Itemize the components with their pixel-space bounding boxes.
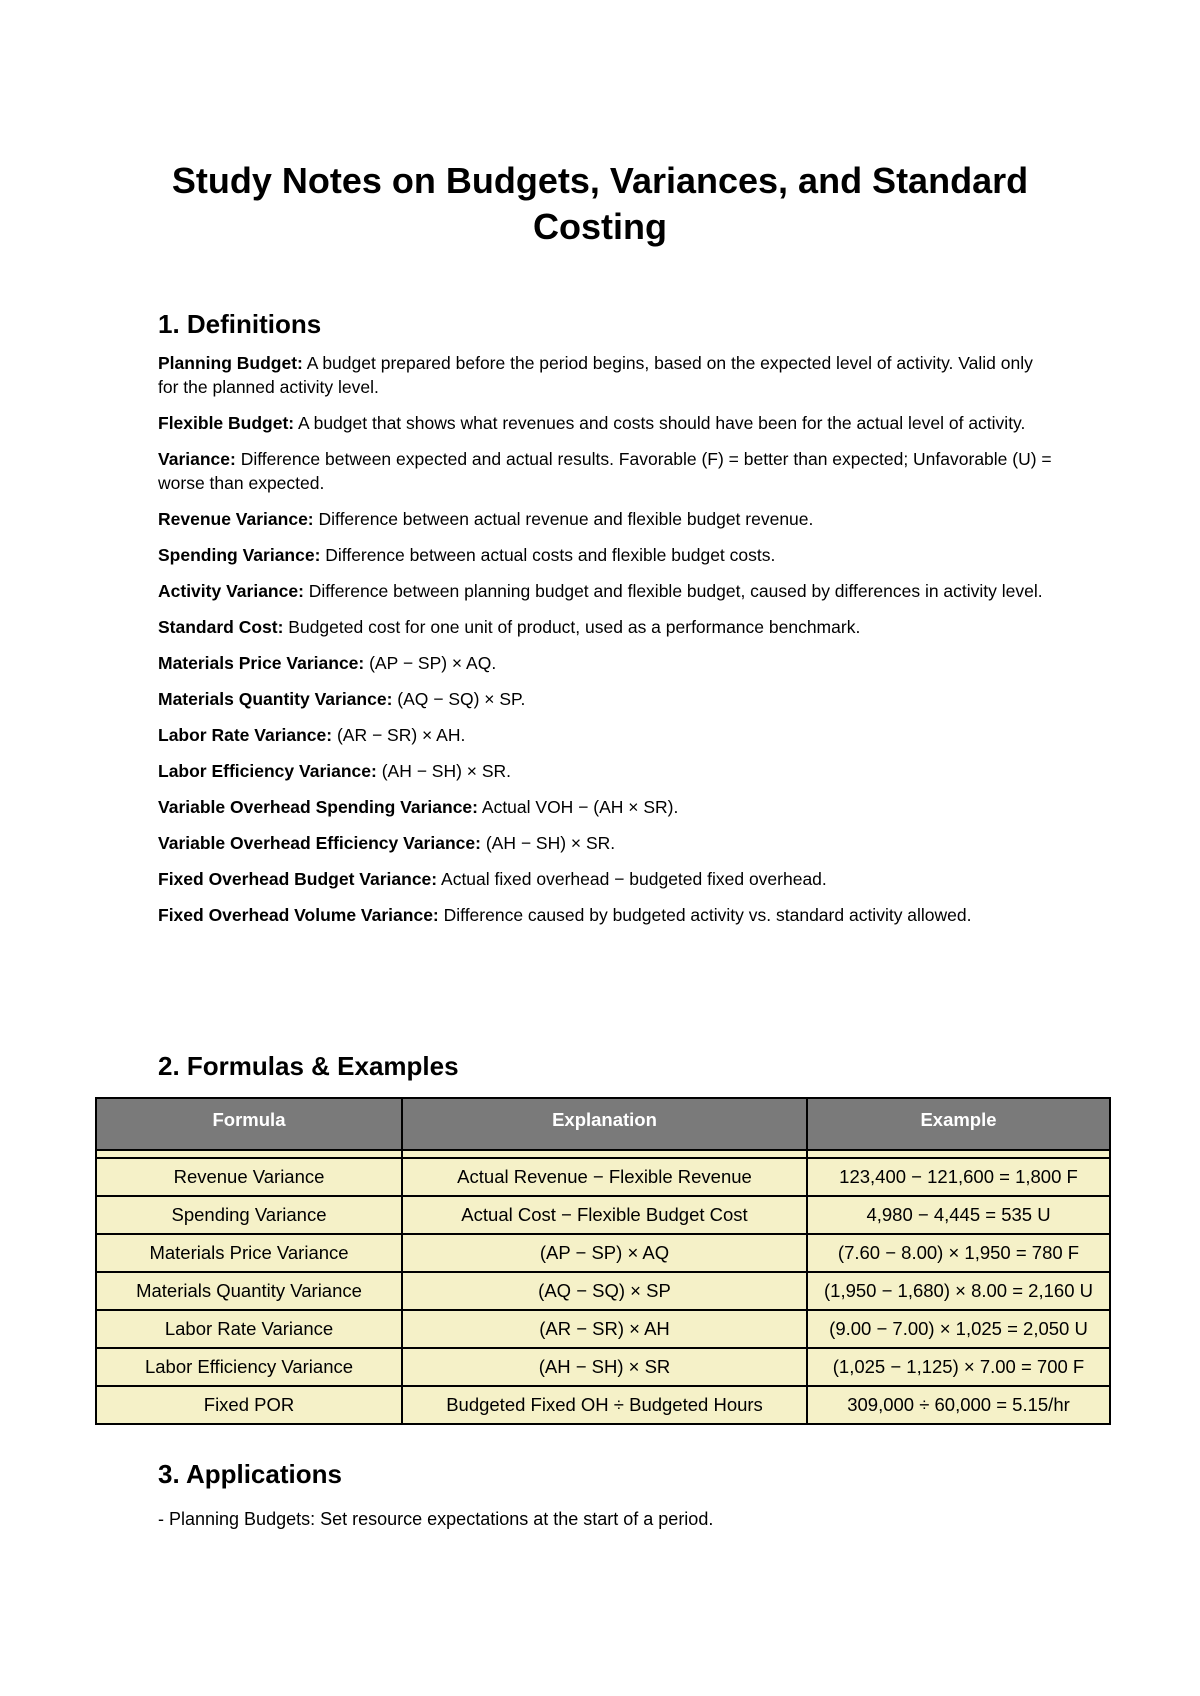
formula-cell: Materials Quantity Variance bbox=[96, 1272, 402, 1310]
example-cell: (1,025 − 1,125) × 7.00 = 700 F bbox=[807, 1348, 1110, 1386]
definition-term: Planning Budget: bbox=[158, 353, 303, 373]
explanation-cell: Actual Cost − Flexible Budget Cost bbox=[402, 1196, 807, 1234]
definition-item bbox=[158, 903, 1058, 927]
definition-item bbox=[158, 867, 1058, 891]
explanation-cell: (AR − SR) × AH bbox=[402, 1310, 807, 1348]
definitions-list bbox=[158, 351, 1058, 927]
document-title: Study Notes on Budgets, Variances, and Standard Costing bbox=[171, 160, 1029, 247]
table-row bbox=[96, 1234, 1110, 1272]
formulas-table bbox=[95, 1097, 1111, 1425]
definition-text: Difference caused by budgeted activity vs. standard activity allowed. bbox=[438, 905, 972, 925]
definition-term: Variable Overhead Spending Variance: bbox=[158, 797, 478, 817]
definition-text: Actual fixed overhead − budgeted fixed overhead. bbox=[437, 869, 827, 889]
definition-item bbox=[158, 687, 1058, 711]
example-cell: (1,950 − 1,680) × 8.00 = 2,160 U bbox=[807, 1272, 1110, 1310]
definition-text: Difference between planning budget and flexible budget, caused by differences in activity level. bbox=[303, 581, 1043, 601]
definition-text: Actual VOH − (AH × SR). bbox=[478, 797, 679, 817]
formula-cell: Spending Variance bbox=[96, 1196, 402, 1234]
definition-item bbox=[158, 351, 1058, 399]
definition-text: (AH − SH) × SR. bbox=[376, 761, 512, 781]
definition-text: Budgeted cost for one unit of product, used as a performance benchmark. bbox=[283, 617, 861, 637]
column-header-formula: Formula bbox=[96, 1098, 402, 1150]
example-cell: 123,400 − 121,600 = 1,800 F bbox=[807, 1158, 1110, 1196]
formula-cell: Labor Efficiency Variance bbox=[96, 1348, 402, 1386]
explanation-cell: Actual Revenue − Flexible Revenue bbox=[402, 1158, 807, 1196]
definition-item bbox=[158, 579, 1058, 603]
table-row bbox=[96, 1272, 1110, 1310]
definition-term: Fixed Overhead Volume Variance: bbox=[158, 905, 439, 925]
formula-cell: Fixed POR bbox=[96, 1386, 402, 1424]
definition-term: Variable Overhead Efficiency Variance: bbox=[158, 833, 481, 853]
definition-term: Labor Rate Variance: bbox=[158, 725, 333, 745]
definitions-section bbox=[158, 306, 1058, 939]
application-item: - Planning Budgets: Set resource expectations at the start of a period. bbox=[158, 1509, 714, 1529]
formula-cell: Materials Price Variance bbox=[96, 1234, 402, 1272]
definition-item bbox=[158, 795, 1058, 819]
table-row bbox=[96, 1348, 1110, 1386]
example-cell: (9.00 − 7.00) × 1,025 = 2,050 U bbox=[807, 1310, 1110, 1348]
definition-term: Standard Cost: bbox=[158, 617, 284, 637]
definition-item bbox=[158, 759, 1058, 783]
example-cell: (7.60 − 8.00) × 1,950 = 780 F bbox=[807, 1234, 1110, 1272]
definition-text: A budget prepared before the period begins, based on the expected level of activity. Valid only for the planned activity level. bbox=[158, 353, 1033, 397]
definition-term: Variance: bbox=[158, 449, 236, 469]
explanation-cell: Budgeted Fixed OH ÷ Budgeted Hours bbox=[402, 1386, 807, 1424]
definition-text: (AH − SH) × SR. bbox=[480, 833, 616, 853]
table-row bbox=[96, 1386, 1110, 1424]
definition-text: A budget that shows what revenues and costs should have been for the actual level of activity. bbox=[294, 413, 1026, 433]
definition-term: Fixed Overhead Budget Variance: bbox=[158, 869, 438, 889]
table-row bbox=[96, 1310, 1110, 1348]
example-cell: 309,000 ÷ 60,000 = 5.15/hr bbox=[807, 1386, 1110, 1424]
definition-text: (AR − SR) × AH. bbox=[332, 725, 466, 745]
column-header-explanation: Explanation bbox=[402, 1098, 807, 1150]
definition-text: Difference between actual costs and flexible budget costs. bbox=[320, 545, 776, 565]
example-cell: 4,980 − 4,445 = 535 U bbox=[807, 1196, 1110, 1234]
definition-term: Spending Variance: bbox=[158, 545, 321, 565]
definition-item bbox=[158, 447, 1058, 495]
definition-text: Difference between actual revenue and flexible budget revenue. bbox=[313, 509, 814, 529]
applications-heading: 3. Applications bbox=[158, 1459, 342, 1489]
formulas-heading: 2. Formulas & Examples bbox=[158, 1051, 459, 1081]
table-row bbox=[96, 1158, 1110, 1196]
definition-term: Activity Variance: bbox=[158, 581, 304, 601]
formula-cell: Labor Rate Variance bbox=[96, 1310, 402, 1348]
table-header-row bbox=[96, 1098, 1110, 1150]
column-header-example: Example bbox=[807, 1098, 1110, 1150]
definitions-heading: 1. Definitions bbox=[158, 309, 322, 339]
table-row bbox=[96, 1196, 1110, 1234]
definition-term: Materials Quantity Variance: bbox=[158, 689, 393, 709]
definition-term: Materials Price Variance: bbox=[158, 653, 365, 673]
definition-item bbox=[158, 543, 1058, 567]
definition-item bbox=[158, 831, 1058, 855]
definition-item bbox=[158, 411, 1058, 435]
formula-cell: Revenue Variance bbox=[96, 1158, 402, 1196]
definition-item bbox=[158, 507, 1058, 531]
explanation-cell: (AP − SP) × AQ bbox=[402, 1234, 807, 1272]
definition-item bbox=[158, 651, 1058, 675]
definition-text: Difference between expected and actual results. Favorable (F) = better than expected; Unfavorable (U) = worse than expected. bbox=[158, 449, 1052, 493]
definition-term: Revenue Variance: bbox=[158, 509, 314, 529]
table-spacer-row bbox=[96, 1150, 1110, 1158]
explanation-cell: (AQ − SQ) × SP bbox=[402, 1272, 807, 1310]
explanation-cell: (AH − SH) × SR bbox=[402, 1348, 807, 1386]
definition-item bbox=[158, 615, 1058, 639]
definition-text: (AP − SP) × AQ. bbox=[364, 653, 497, 673]
definition-term: Flexible Budget: bbox=[158, 413, 295, 433]
definition-text: (AQ − SQ) × SP. bbox=[392, 689, 526, 709]
definition-term: Labor Efficiency Variance: bbox=[158, 761, 377, 781]
definition-item bbox=[158, 723, 1058, 747]
